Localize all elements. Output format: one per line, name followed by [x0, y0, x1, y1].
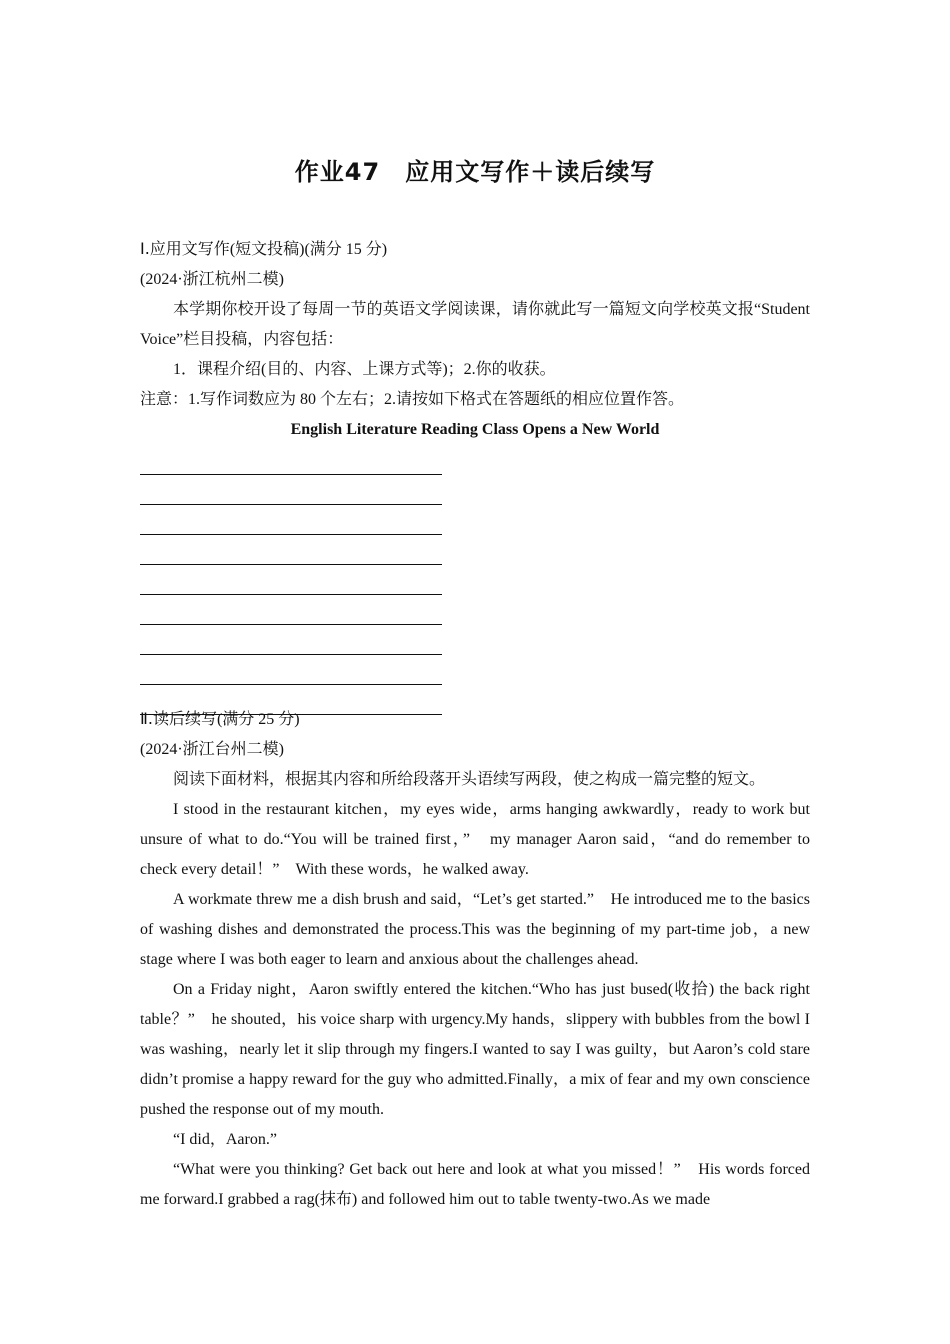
answer-line[interactable] [140, 505, 442, 535]
answer-line[interactable] [140, 475, 442, 505]
answer-line[interactable] [140, 595, 442, 625]
section-2-heading [140, 704, 810, 735]
section-1-label: Ⅰ.应用文写作 [140, 239, 230, 258]
page-title: 作业47 应用文写作＋读后续写 [294, 158, 656, 186]
section-1-detail: (短文投稿)(满分 15 分) [229, 241, 388, 258]
section-1-source: (2024·浙江杭州二模) [140, 271, 284, 288]
section-1-note: 注意：1.写作词数应为 80 个左右；2.请按如下格式在答题纸的相应位置作答。 [140, 391, 685, 408]
answer-lines [140, 445, 810, 715]
section-1 [140, 234, 810, 715]
answer-line[interactable] [140, 655, 442, 685]
story-paragraph: “What were you thinking? Get back out here and look at what you missed！” His words forced me forward.I grabbed a rag(抹布) and followed him out to table twenty-two.As we made [140, 1161, 810, 1208]
section-2-source: (2024·浙江台州二模) [140, 741, 284, 758]
story-paragraph: “I did，Aaron.” [173, 1131, 277, 1148]
answer-line[interactable] [140, 565, 442, 595]
story-paragraph: I stood in the restaurant kitchen，my eyes wide，arms hanging awkwardly，ready to work but unsure of what to do.“You will be trained first，” my manager Aaron said，“and do remember to check every detail！” With these words，he walked away. [140, 801, 810, 878]
section-2-instruction: 阅读下面材料，根据其内容和所给段落开头语续写两段，使之构成一篇完整的短文。 [173, 771, 766, 788]
essay-title: English Literature Reading Class Opens a New World [290, 421, 660, 438]
section-1-points: 1．课程介绍(目的、内容、上课方式等)；2.你的收获。 [173, 361, 556, 378]
answer-line[interactable] [140, 445, 442, 475]
section-2-detail: (满分 25 分) [216, 711, 300, 728]
section-2 [140, 704, 810, 1215]
story-paragraph: On a Friday night，Aaron swiftly entered the kitchen.“Who has just bused(收拾) the back right table？” he shouted，his voice sharp with urgency.My hands，slippery with bubbles from the bowl I was washing，nearly let it slip through my fingers.I wanted to say I was guilty，but Aaron’s cold stare didn’t promise a happy reward for the guy who admitted.Finally，a mix of fear and my own conscience pushed the response out of my mouth. [140, 981, 810, 1118]
answer-line[interactable] [140, 535, 442, 565]
story-paragraph: A workmate threw me a dish brush and said，“Let’s get started.” He introduced me to the basics of washing dishes and demonstrated the process.This was the beginning of my part-time job，a new stage where I was both eager to learn and anxious about the challenges ahead. [140, 891, 810, 968]
section-2-label: Ⅱ.读后续写 [140, 709, 217, 728]
section-1-heading [140, 234, 810, 265]
section-1-prompt: 本学期你校开设了每周一节的英语文学阅读课，请你就此写一篇短文向学校英文报“Student Voice”栏目投稿，内容包括： [140, 301, 810, 348]
answer-line[interactable] [140, 625, 442, 655]
